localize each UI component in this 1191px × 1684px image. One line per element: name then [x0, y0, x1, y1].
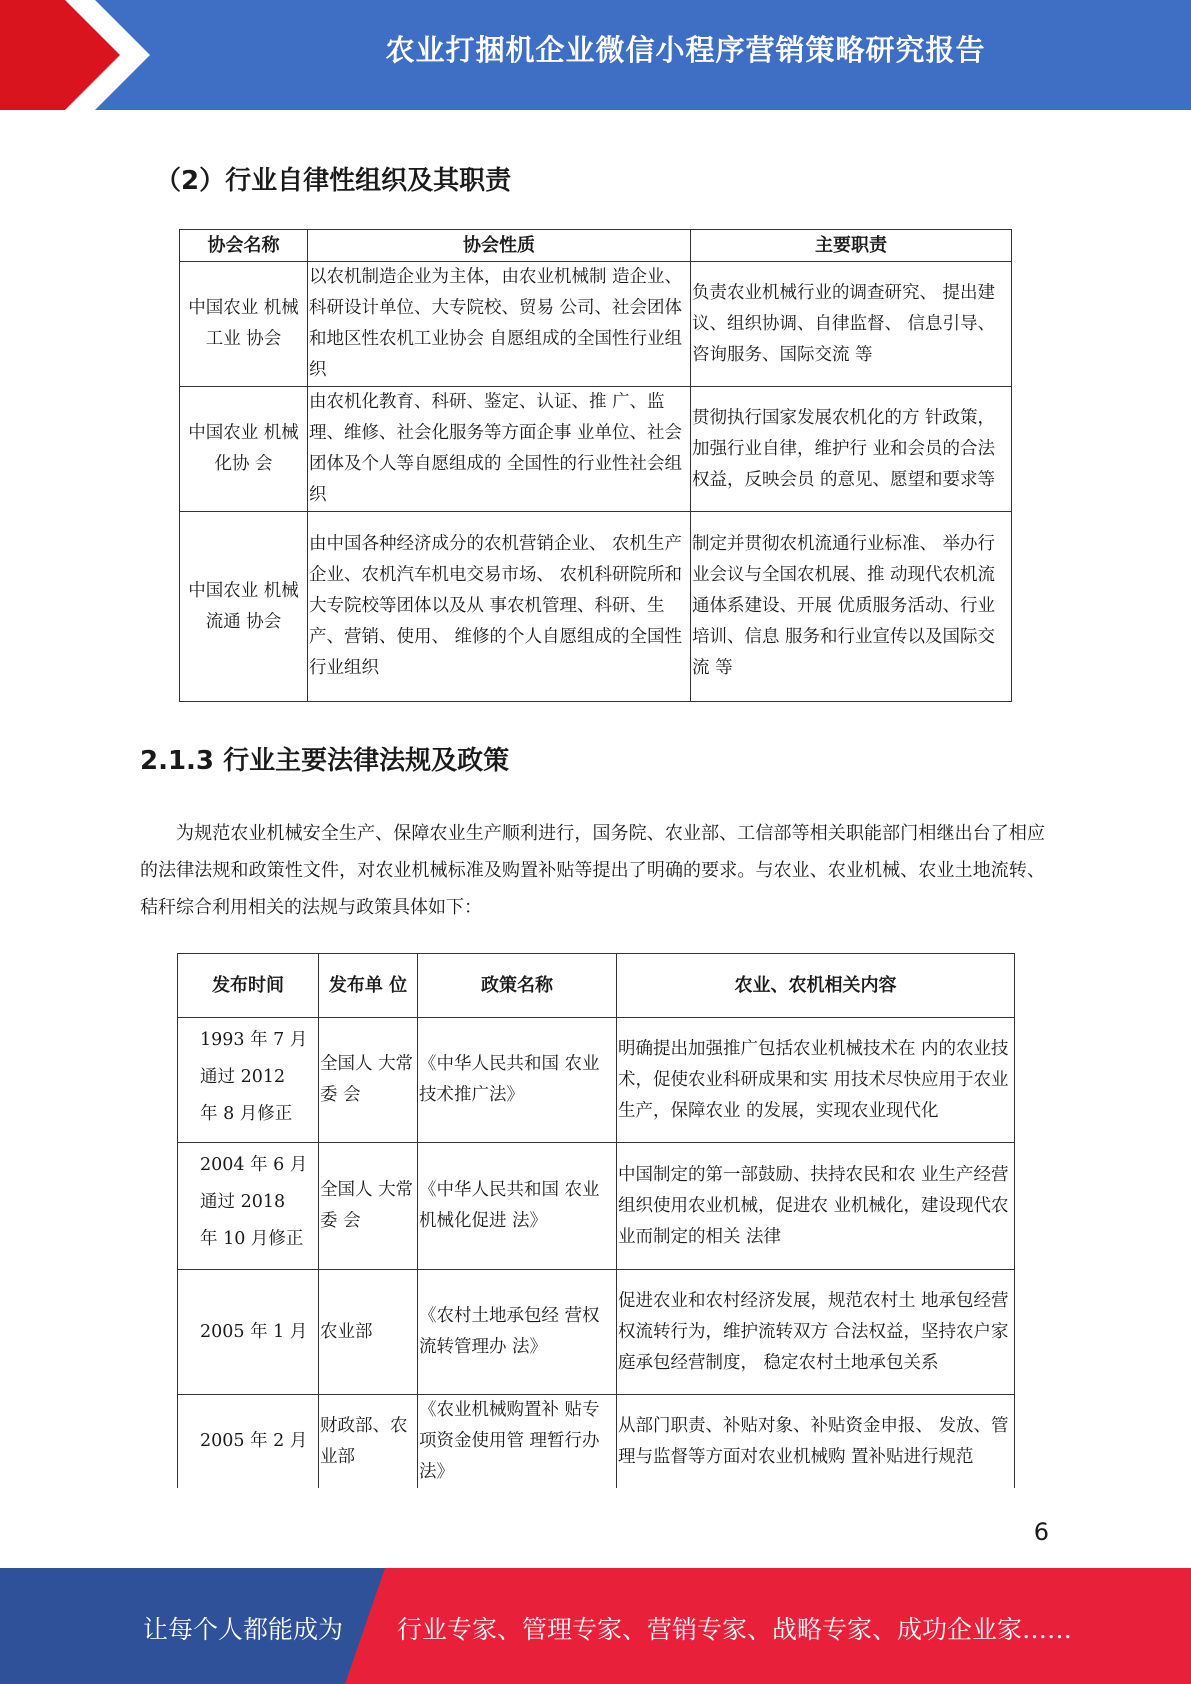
body-paragraph-text: 为规范农业机械安全生产、保障农业生产顺利进行，国务院、农业部、工信部等相关职能部门相继出台了相应的法律法规和政策性文件，对农业机械标准及购置补贴等提出了明确的要求。与农业、农业机械、农业土地流转、秸秆综合利用相关的法规与政策具体如下： [140, 823, 1045, 918]
association-nature: 以农机制造企业为主体，由农业机械制 造企业、科研设计单位、大专院校、贸易 公司、社会团体和地区性农机工业协会 自愿组成的全国性行业组织 [308, 262, 691, 387]
policy-name: 《中华人民共和国 农业机械化促进 法》 [418, 1143, 617, 1270]
association-duty: 制定并贯彻农机流通行业标准、 举办行业会议与全国农机展、推 动现代农机流通体系建设、开展 优质服务活动、行业培训、信息 服务和行业宣传以及国际交流 等 [691, 512, 1012, 702]
table-row [178, 1018, 1015, 1143]
publish-time-text: 1993 年 7 月通过 2012 年 8 月修正 [200, 1030, 308, 1124]
policy-name: 《农村土地承包经 营权流转管理办 法》 [418, 1270, 617, 1395]
association-name: 中国农业 机械工业 协会 [180, 262, 308, 387]
table-row [178, 1395, 1015, 1489]
association-table [179, 229, 1012, 702]
table-cut-mask [170, 1488, 1030, 1494]
publish-unit: 农业部 [319, 1270, 418, 1395]
publish-unit: 财政部、农业部 [319, 1395, 418, 1489]
publish-unit: 全国人 大常委 会 [319, 1018, 418, 1143]
header-arrow-decoration [0, 0, 160, 110]
table-row [180, 387, 1012, 512]
page-number: 6 [1033, 1518, 1049, 1546]
association-nature: 由中国各种经济成分的农机营销企业、 农机生产企业、农机汽车机电交易市场、 农机科研院所和大专院校等团体以及从 事农机管理、科研、生产、营销、使用、 维修的个人自愿组成的全国性行业组织 [308, 512, 691, 702]
policy-name: 《中华人民共和国 农业技术推广法》 [418, 1018, 617, 1143]
association-duty: 贯彻执行国家发展农机化的方 针政策，加强行业自律，维护行 业和会员的合法权益，反映会员 的意见、愿望和要求等 [691, 387, 1012, 512]
policy-content: 从部门职责、补贴对象、补贴资金申报、 发放、管理与监督等方面对农业机械购 置补贴进行规范 [617, 1395, 1015, 1489]
table-row [180, 512, 1012, 702]
publish-unit: 全国人 大常委 会 [319, 1143, 418, 1270]
association-name: 中国农业 机械化协 会 [180, 387, 308, 512]
policy-content: 中国制定的第一部鼓励、扶持农民和农 业生产经营组织使用农业机械，促进农 业机械化，建设现代农业而制定的相关 法律 [617, 1143, 1015, 1270]
page-header-title: 农业打捆机企业微信小程序营销策略研究报告 [385, 33, 986, 67]
column-header: 发布时间 [178, 954, 319, 1018]
column-header: 主要职责 [691, 230, 1012, 262]
association-nature: 由农机化教育、科研、鉴定、认证、推 广、监理、维修、社会化服务等方面企事 业单位、社会团体及个人等自愿组成的 全国性的行业性社会组织 [308, 387, 691, 512]
table-header-row [180, 230, 1012, 262]
publish-time: 2005 年 2 月 [178, 1395, 319, 1489]
association-name: 中国农业 机械流通 协会 [180, 512, 308, 702]
publish-time: 2005 年 1 月 [178, 1270, 319, 1395]
policy-content: 明确提出加强推广包括农业机械技术在 内的农业技术，促使农业科研成果和实 用技术尽快应用于农业生产，保障农业 的发展，实现农业现代化 [617, 1018, 1015, 1143]
column-header: 政策名称 [418, 954, 617, 1018]
table-row [178, 1143, 1015, 1270]
association-duty: 负责农业机械行业的调查研究、 提出建议、组织协调、自律监督、 信息引导、咨询服务、国际交流 等 [691, 262, 1012, 387]
publish-time [178, 1018, 319, 1143]
publish-time [178, 1143, 319, 1270]
table-row [178, 1270, 1015, 1395]
column-header: 发布单 位 [319, 954, 418, 1018]
policy-table [177, 953, 1015, 1489]
publish-time-text: 2004 年 6 月通过 2018 年 10 月修正 [200, 1155, 308, 1249]
body-paragraph [140, 815, 1045, 926]
table-header-row [178, 954, 1015, 1018]
column-header: 农业、农机相关内容 [617, 954, 1015, 1018]
policy-content: 促进农业和农村经济发展，规范农村土 地承包经营权流转行为，维护流转双方 合法权益，坚持农户家庭承包经营制度， 稳定农村土地承包关系 [617, 1270, 1015, 1395]
column-header: 协会名称 [180, 230, 308, 262]
table-row [180, 262, 1012, 387]
section-heading: （2）行业自律性组织及其职责 [155, 166, 512, 196]
footer-slogan-right: 行业专家、管理专家、营销专家、战略专家、成功企业家…… [397, 1615, 1073, 1644]
footer-slogan-left: 让每个人都能成为 [143, 1615, 344, 1644]
subsection-heading: 2.1.3 行业主要法律法规及政策 [140, 746, 510, 776]
policy-name: 《农业机械购置补 贴专项资金使用管 理暂行办法》 [418, 1395, 617, 1489]
column-header: 协会性质 [308, 230, 691, 262]
